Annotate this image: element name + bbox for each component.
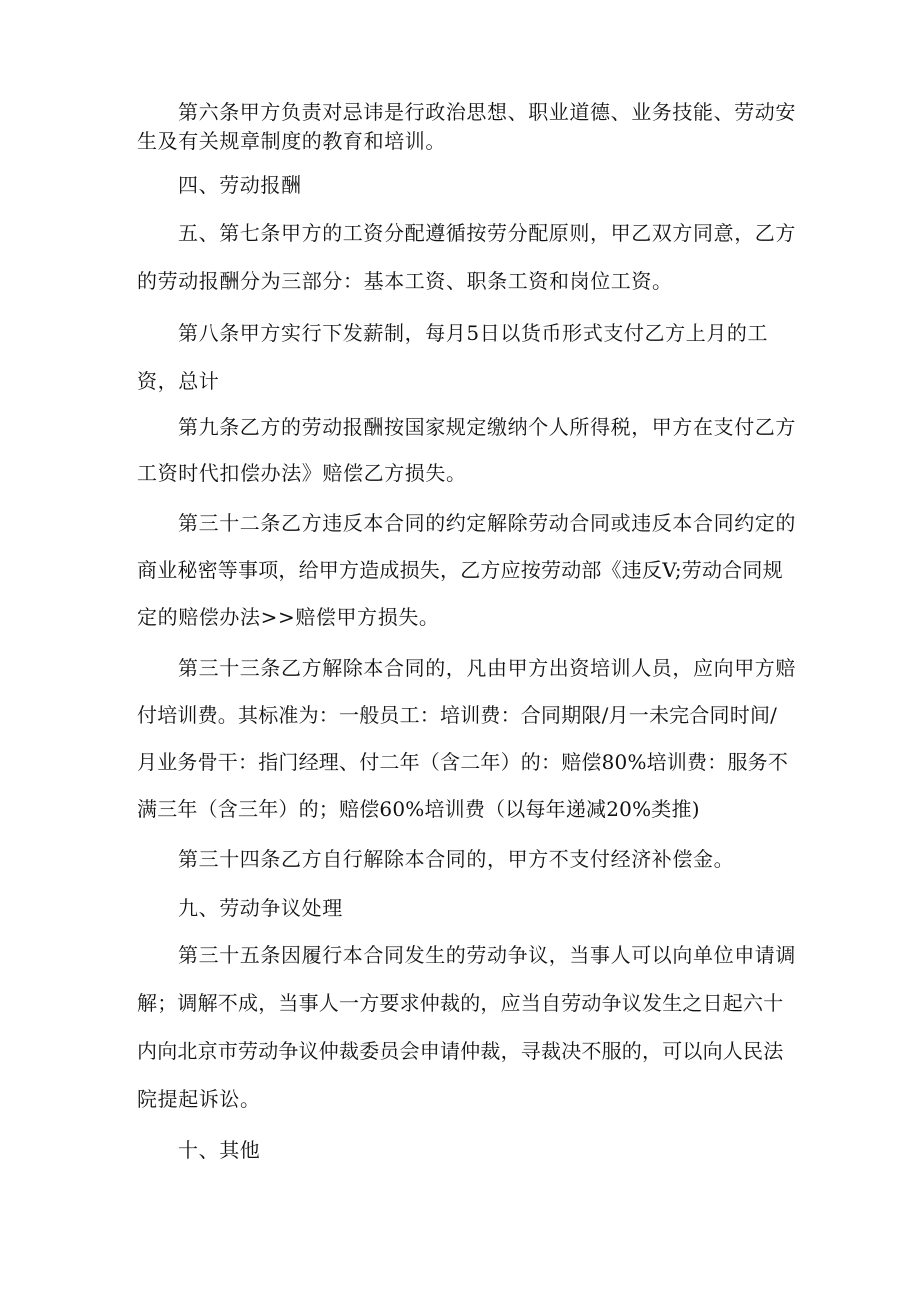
article-33-line-2: 付培训费。其标准为：一般员工：培训费：合同期限/月一未完合同时间/ bbox=[137, 703, 778, 727]
section-heading-other: 十、其他 bbox=[178, 1138, 261, 1162]
article-32-line-2: 商业秘密等事项，给甲方造成损失，乙方应按劳动部《违反V;劳动合同规 bbox=[137, 558, 783, 582]
article-33-line-4: 满三年（含三年）的；赔偿60%培训费（以每年递减20%类推) bbox=[137, 797, 700, 821]
article-9-line-2: 工资时代扣偿办法》赔偿乙方损失。 bbox=[137, 461, 467, 485]
article-35-line-1: 第三十五条因履行本合同发生的劳动争议，当事人可以向单位申请调 bbox=[178, 943, 796, 967]
article-6-line-2: 生及有关规章制度的教育和培训。 bbox=[137, 129, 446, 153]
article-8-line-1: 第八条甲方实行下发薪制，每月5日以货币形式支付乙方上月的工 bbox=[178, 321, 769, 345]
article-35-line-3: 内向北京市劳动争议仲裁委员会申请仲裁，寻裁决不服的，可以向人民法 bbox=[137, 1039, 784, 1063]
article-7-line-2: 的劳动报酬分为三部分：基本工资、职条工资和岗位工资。 bbox=[137, 269, 673, 293]
article-9-line-1: 第九条乙方的劳动报酬按国家规定缴纳个人所得税，甲方在支付乙方 bbox=[178, 415, 796, 439]
article-7-line-1: 五、第七条甲方的工资分配遵循按劳分配原则，甲乙双方同意，乙方 bbox=[178, 221, 796, 245]
article-33-line-1: 第三十三条乙方解除本合同的，凡由甲方出资培训人员，应向甲方赔 bbox=[178, 656, 796, 680]
article-35-line-4: 院提起诉讼。 bbox=[137, 1087, 261, 1111]
article-6-line-1: 第六条甲方负责对忌讳是行政治思想、职业道德、业务技能、劳动安 bbox=[178, 100, 796, 124]
article-8-line-2: 资，总计 bbox=[137, 369, 220, 393]
section-heading-labor-pay: 四、劳动报酬 bbox=[178, 173, 302, 197]
article-32-line-1: 第三十二条乙方违反本合同的约定解除劳动合同或违反本合同约定的 bbox=[178, 511, 796, 535]
article-34-line-1: 第三十四条乙方自行解除本合同的，甲方不支付经济补偿金。 bbox=[178, 847, 735, 871]
article-35-line-2: 解；调解不成，当事人一方要求仲裁的，应当自劳动争议发生之日起六十 bbox=[137, 991, 784, 1015]
section-heading-labor-disputes: 九、劳动争议处理 bbox=[178, 896, 343, 920]
article-33-line-3: 月业务骨干：指门经理、付二年（含二年）的：赔偿80%培训费：服务不 bbox=[137, 750, 789, 774]
article-32-line-3: 定的赔偿办法>>赔偿甲方损失。 bbox=[137, 605, 440, 629]
